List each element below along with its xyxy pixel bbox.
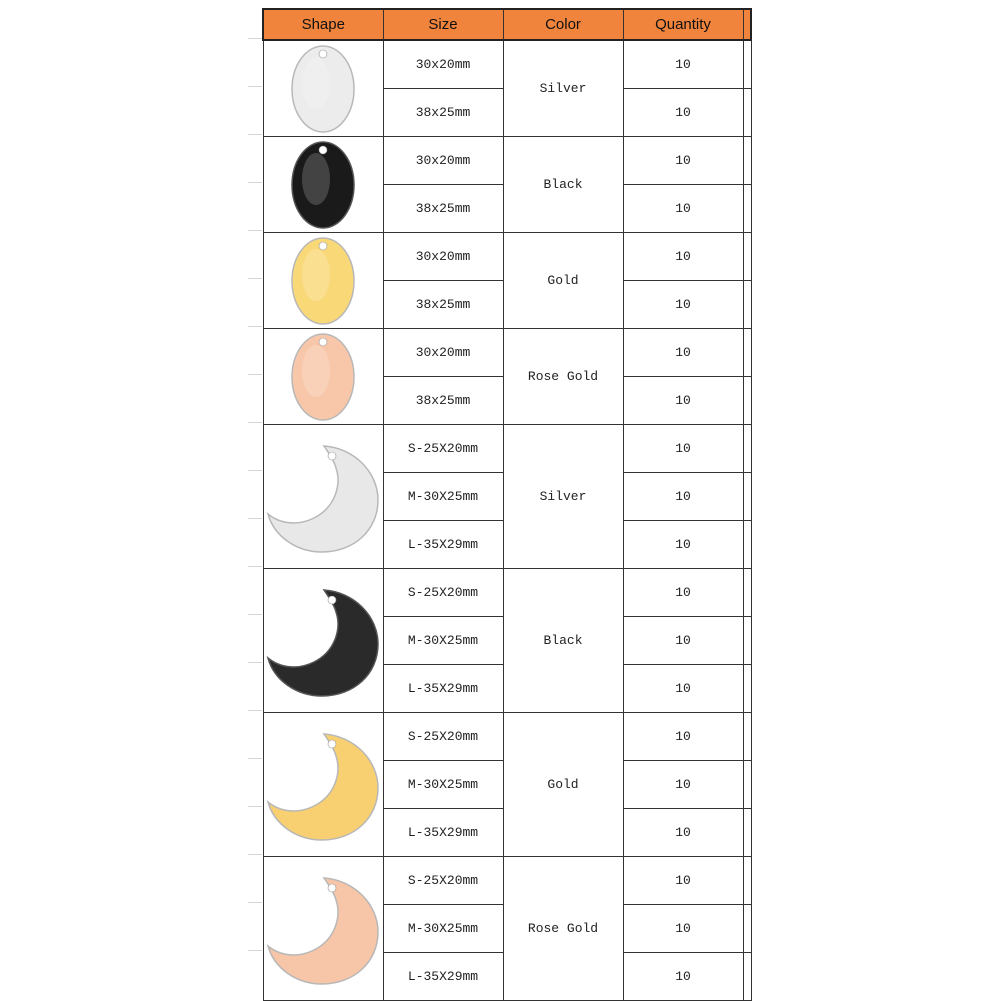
color-cell[interactable]: Gold: [503, 713, 623, 857]
size-cell[interactable]: L-35X29mm: [383, 665, 503, 713]
size-cell[interactable]: S-25X20mm: [383, 569, 503, 617]
quantity-cell[interactable]: 10: [623, 809, 743, 857]
extra-cell[interactable]: [743, 713, 751, 761]
shape-cell[interactable]: [263, 233, 383, 329]
extra-cell[interactable]: [743, 425, 751, 473]
moon-tag-icon: [264, 870, 382, 988]
extra-cell[interactable]: [743, 617, 751, 665]
size-cell[interactable]: L-35X29mm: [383, 953, 503, 1001]
size-cell[interactable]: S-25X20mm: [383, 713, 503, 761]
color-cell[interactable]: Gold: [503, 233, 623, 329]
color-cell[interactable]: Silver: [503, 425, 623, 569]
extra-cell[interactable]: [743, 473, 751, 521]
size-cell[interactable]: 38x25mm: [383, 89, 503, 137]
quantity-cell[interactable]: 10: [623, 89, 743, 137]
extra-cell[interactable]: [743, 377, 751, 425]
shape-cell[interactable]: [263, 857, 383, 1001]
color-cell[interactable]: Black: [503, 569, 623, 713]
oval-tag-icon: [288, 139, 358, 231]
oval-tag-icon: [288, 43, 358, 135]
quantity-cell[interactable]: 10: [623, 617, 743, 665]
quantity-cell[interactable]: 10: [623, 857, 743, 905]
table-row: [263, 425, 751, 473]
quantity-cell[interactable]: 10: [623, 137, 743, 185]
table-row: [263, 329, 751, 377]
extra-cell[interactable]: [743, 233, 751, 281]
quantity-cell[interactable]: 10: [623, 329, 743, 377]
shape-cell[interactable]: [263, 40, 383, 137]
color-cell[interactable]: Rose Gold: [503, 857, 623, 1001]
size-cell[interactable]: 30x20mm: [383, 233, 503, 281]
size-cell[interactable]: M-30X25mm: [383, 473, 503, 521]
extra-cell[interactable]: [743, 761, 751, 809]
size-cell[interactable]: L-35X29mm: [383, 521, 503, 569]
quantity-cell[interactable]: 10: [623, 905, 743, 953]
size-cell[interactable]: M-30X25mm: [383, 617, 503, 665]
quantity-cell[interactable]: 10: [623, 713, 743, 761]
size-cell[interactable]: 38x25mm: [383, 281, 503, 329]
shape-cell[interactable]: [263, 137, 383, 233]
table-row: [263, 569, 751, 617]
extra-cell[interactable]: [743, 809, 751, 857]
moon-tag-icon: [264, 438, 382, 556]
quantity-cell[interactable]: 10: [623, 377, 743, 425]
row-gutter: [248, 0, 262, 1000]
quantity-cell[interactable]: 10: [623, 425, 743, 473]
quantity-cell[interactable]: 10: [623, 233, 743, 281]
product-table: [262, 8, 752, 1001]
size-cell[interactable]: 30x20mm: [383, 40, 503, 89]
extra-cell[interactable]: [743, 137, 751, 185]
quantity-cell[interactable]: 10: [623, 953, 743, 1001]
extra-cell[interactable]: [743, 89, 751, 137]
shape-cell[interactable]: [263, 569, 383, 713]
quantity-cell[interactable]: 10: [623, 569, 743, 617]
table-row: [263, 40, 751, 89]
size-cell[interactable]: 38x25mm: [383, 185, 503, 233]
size-cell[interactable]: M-30X25mm: [383, 905, 503, 953]
table-row: [263, 137, 751, 185]
color-cell[interactable]: Black: [503, 137, 623, 233]
quantity-cell[interactable]: 10: [623, 521, 743, 569]
shape-cell[interactable]: [263, 425, 383, 569]
quantity-cell[interactable]: 10: [623, 185, 743, 233]
quantity-cell[interactable]: 10: [623, 281, 743, 329]
extra-cell[interactable]: [743, 665, 751, 713]
quantity-cell[interactable]: 10: [623, 761, 743, 809]
table-row: [263, 713, 751, 761]
extra-cell[interactable]: [743, 857, 751, 905]
extra-cell[interactable]: [743, 569, 751, 617]
extra-cell[interactable]: [743, 329, 751, 377]
size-cell[interactable]: 30x20mm: [383, 137, 503, 185]
extra-cell[interactable]: [743, 40, 751, 89]
moon-tag-icon: [264, 582, 382, 700]
shape-cell[interactable]: [263, 713, 383, 857]
size-cell[interactable]: L-35X29mm: [383, 809, 503, 857]
oval-tag-icon: [288, 331, 358, 423]
header-shape[interactable]: Shape: [263, 9, 383, 40]
quantity-cell[interactable]: 10: [623, 665, 743, 713]
size-cell[interactable]: S-25X20mm: [383, 857, 503, 905]
extra-cell[interactable]: [743, 281, 751, 329]
table-row: [263, 233, 751, 281]
size-cell[interactable]: 30x20mm: [383, 329, 503, 377]
table-row: [263, 857, 751, 905]
oval-tag-icon: [288, 235, 358, 327]
header-row: [263, 9, 751, 40]
header-extra-cell[interactable]: [743, 9, 751, 40]
header-size[interactable]: Size: [383, 9, 503, 40]
extra-cell[interactable]: [743, 185, 751, 233]
size-cell[interactable]: M-30X25mm: [383, 761, 503, 809]
shape-cell[interactable]: [263, 329, 383, 425]
size-cell[interactable]: S-25X20mm: [383, 425, 503, 473]
quantity-cell[interactable]: 10: [623, 40, 743, 89]
color-cell[interactable]: Rose Gold: [503, 329, 623, 425]
quantity-cell[interactable]: 10: [623, 473, 743, 521]
header-quantity[interactable]: Quantity: [623, 9, 743, 40]
moon-tag-icon: [264, 726, 382, 844]
extra-cell[interactable]: [743, 953, 751, 1001]
size-cell[interactable]: 38x25mm: [383, 377, 503, 425]
extra-cell[interactable]: [743, 905, 751, 953]
extra-cell[interactable]: [743, 521, 751, 569]
header-color[interactable]: Color: [503, 9, 623, 40]
color-cell[interactable]: Silver: [503, 40, 623, 137]
